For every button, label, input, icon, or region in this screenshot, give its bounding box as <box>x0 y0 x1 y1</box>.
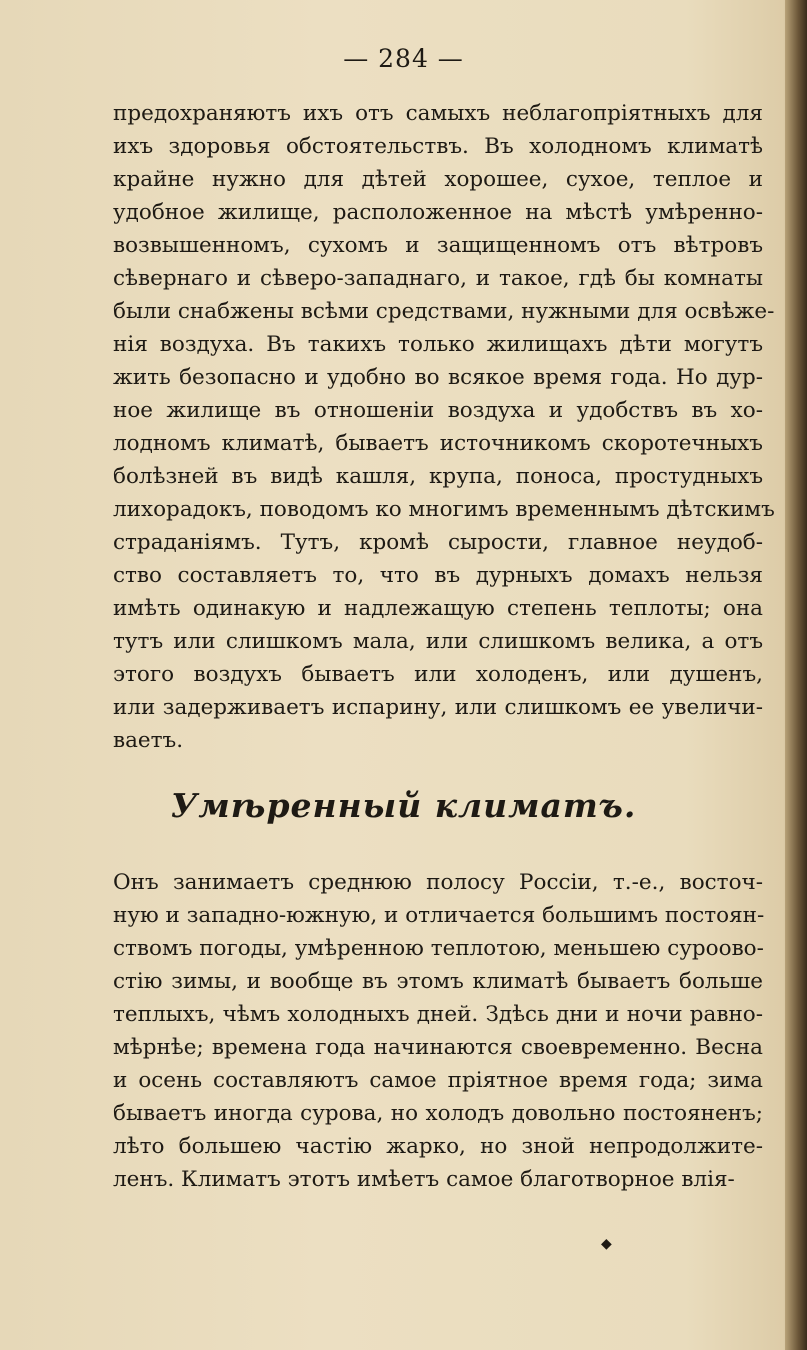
text-line: ное жилище въ отношеніи воздуха и удобствъ въ хо- <box>113 398 763 423</box>
text-line: лихорадокъ, поводомъ ко многимъ временнымъ дѣтскимъ <box>113 497 775 522</box>
text-line: ваетъ. <box>113 728 184 753</box>
text-line: крайне нужно для дѣтей хорошее, сухое, теплое и <box>113 167 763 192</box>
text-line: болѣзней въ видѣ кашля, крупа, поноса, простудныхъ <box>113 464 763 489</box>
paragraph-1 <box>113 97 775 757</box>
text-line: ихъ здоровья обстоятельствъ. Въ холодномъ климатѣ <box>113 134 763 159</box>
paragraph-2 <box>113 866 763 1196</box>
text-line: ствомъ погоды, умѣренною теплотою, меньшею суроово- <box>113 936 764 961</box>
text-line: лѣто большею частію жарко, но зной непродолжите- <box>113 1134 763 1159</box>
page-edge <box>785 0 807 1350</box>
section-heading: Умѣренный климатъ. <box>170 786 637 825</box>
text-line: нія воздуха. Въ такихъ только жилищахъ дѣти могутъ <box>113 332 763 357</box>
text-line: сѣвернаго и сѣверо-западнаго, и такое, гдѣ бы комнаты <box>113 266 763 291</box>
text-line: ную и западно-южную, и отличается большимъ постоян- <box>113 903 765 928</box>
text-line: возвышенномъ, сухомъ и защищенномъ отъ вѣтровъ <box>113 233 763 258</box>
text-line: или задерживаетъ испарину, или слишкомъ ее увеличи- <box>113 695 763 720</box>
text-line: жить безопасно и удобно во всякое время года. Но дур- <box>113 365 763 390</box>
ink-dot-ornament: ◆ <box>601 1236 612 1252</box>
text-line: теплыхъ, чѣмъ холодныхъ дней. Здѣсь дни и ночи равно- <box>113 1002 763 1027</box>
text-line: и осень составляютъ самое пріятное время года; зима <box>113 1068 763 1093</box>
text-line: стію зимы, и вообще въ этомъ климатѣ бываетъ больше <box>113 969 763 994</box>
text-line: страданіямъ. Тутъ, кромѣ сырости, главное неудоб- <box>113 530 763 555</box>
text-line: были снабжены всѣми средствами, нужными для освѣже- <box>113 299 775 324</box>
text-line: удобное жилище, расположенное на мѣстѣ умѣренно- <box>113 200 763 225</box>
page-number: — 284 — <box>343 44 464 73</box>
text-line: бываетъ иногда сурова, но холодъ довольно постояненъ; <box>113 1101 763 1126</box>
text-line: имѣть одинакую и надлежащую степень теплоты; она <box>113 596 763 621</box>
text-line: этого воздухъ бываетъ или холоденъ, или душенъ, <box>113 662 763 687</box>
text-line: Онъ занимаетъ среднюю полосу Россіи, т.-е., восточ- <box>113 870 763 895</box>
text-line: тутъ или слишкомъ мала, или слишкомъ велика, а отъ <box>113 629 763 654</box>
text-line: лодномъ климатѣ, бываетъ источникомъ скоротечныхъ <box>113 431 763 456</box>
text-line: мѣрнѣе; времена года начинаются своевременно. Весна <box>113 1035 763 1060</box>
text-line: предохраняютъ ихъ отъ самыхъ неблагопріятныхъ для <box>113 101 763 126</box>
text-line: ство составляетъ то, что въ дурныхъ домахъ нельзя <box>113 563 763 588</box>
text-line: ленъ. Климатъ этотъ имѣетъ самое благотворное влія- <box>113 1167 735 1192</box>
